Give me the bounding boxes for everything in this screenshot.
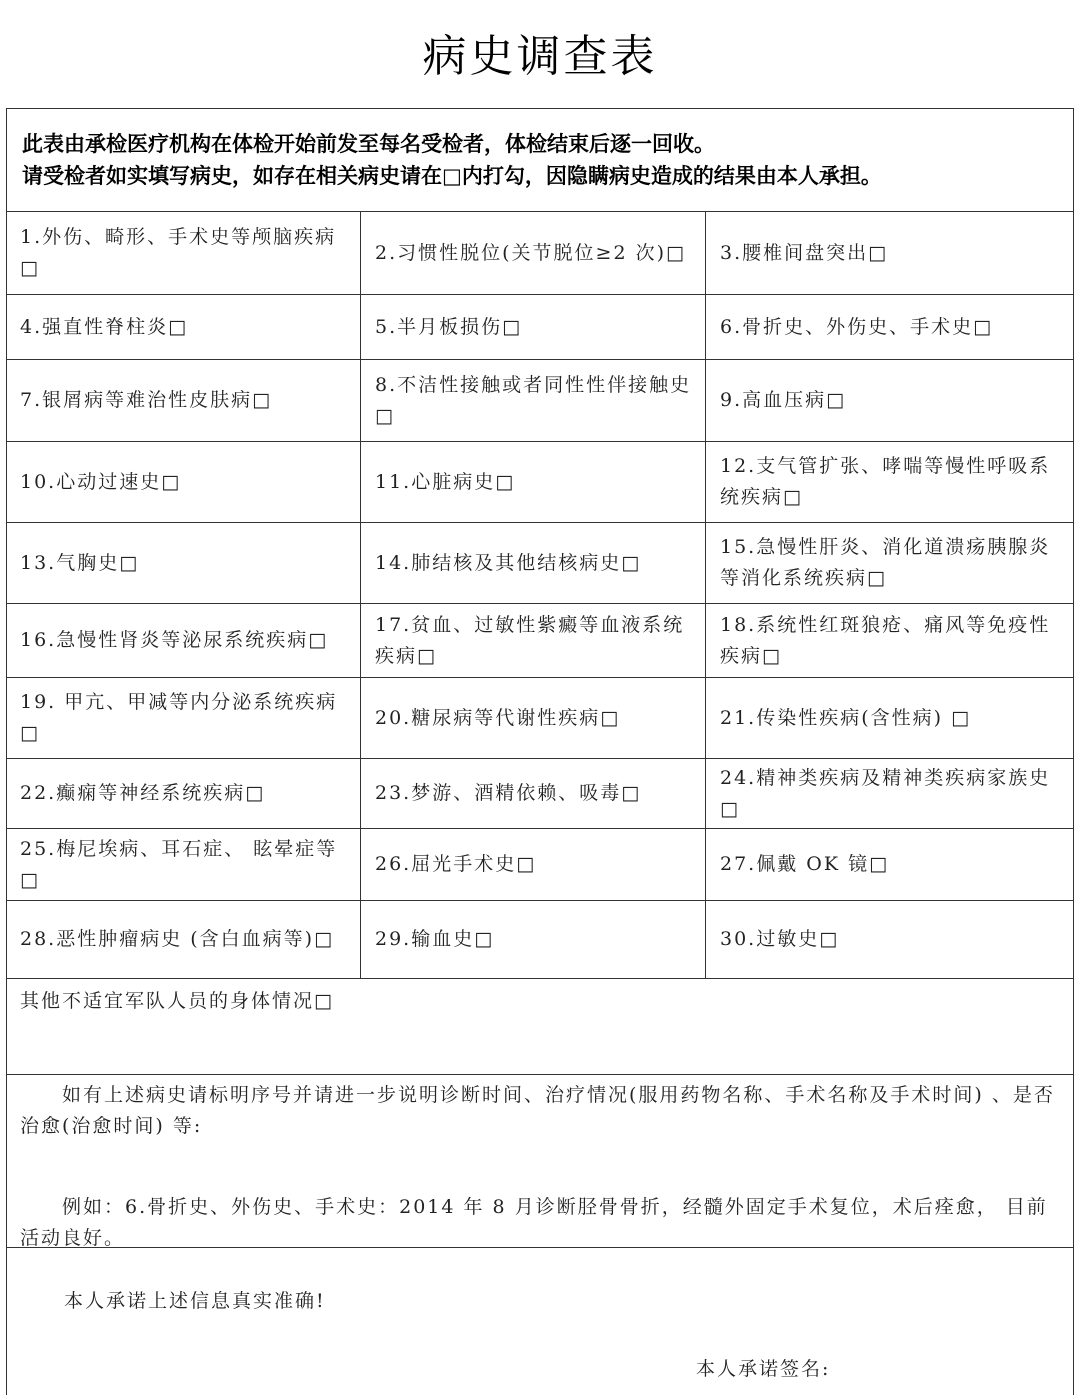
history-item-1[interactable]: 1.外伤、畸形、手术史等颅脑疾病□ — [6, 212, 361, 295]
history-item-8[interactable]: 8.不洁性接触或者同性性伴接触史□ — [361, 360, 706, 442]
history-item-30[interactable]: 30.过敏史□ — [706, 901, 1074, 979]
history-item-28[interactable]: 28.恶性肿瘤病史 (含白血病等)□ — [6, 901, 361, 979]
notice-box — [6, 108, 1074, 212]
history-item-9[interactable]: 9.高血压病□ — [706, 360, 1074, 442]
history-item-17[interactable]: 17.贫血、过敏性紫癜等血液系统疾病□ — [361, 604, 706, 678]
details-field[interactable] — [6, 1075, 1074, 1248]
history-item-18[interactable]: 18.系统性红斑狼疮、痛风等免疫性疾病□ — [706, 604, 1074, 678]
page-title: 病史调查表 — [422, 31, 658, 82]
history-item-14[interactable]: 14.肺结核及其他结核病史□ — [361, 523, 706, 604]
history-item-3[interactable]: 3.腰椎间盘突出□ — [706, 212, 1074, 295]
history-item-2[interactable]: 2.习惯性脱位(关节脱位≥2 次)□ — [361, 212, 706, 295]
history-item-12[interactable]: 12.支气管扩张、哮喘等慢性呼吸系统疾病□ — [706, 442, 1074, 523]
history-item-16[interactable]: 16.急慢性肾炎等泌尿系统疾病□ — [6, 604, 361, 678]
pledge-section — [6, 1248, 1074, 1395]
history-item-13[interactable]: 13.气胸史□ — [6, 523, 361, 604]
pledge-statement: 本人承诺上述信息真实准确! — [64, 1290, 326, 1312]
history-item-24[interactable]: 24.精神类疾病及精神类疾病家族史□ — [706, 759, 1074, 829]
example-text: 例如：6.骨折史、外伤史、手术史：2014 年 8 月诊断胫骨骨折，经髓外固定手术复位，术后痊愈， 目前活动良好。 — [20, 1196, 1048, 1249]
history-item-27[interactable]: 27.佩戴 OK 镜□ — [706, 829, 1074, 901]
history-item-11[interactable]: 11.心脏病史□ — [361, 442, 706, 523]
history-item-19[interactable]: 19. 甲亢、甲减等内分泌系统疾病□ — [6, 678, 361, 759]
history-item-10[interactable]: 10.心动过速史□ — [6, 442, 361, 523]
other-conditions-label: 其他不适宜军队人员的身体情况□ — [20, 990, 334, 1012]
history-item-7[interactable]: 7.银屑病等难治性皮肤病□ — [6, 360, 361, 442]
history-item-5[interactable]: 5.半月板损伤□ — [361, 295, 706, 360]
history-item-23[interactable]: 23.梦游、酒精依赖、吸毒□ — [361, 759, 706, 829]
other-conditions-field[interactable] — [6, 978, 1074, 1075]
history-checklist — [6, 212, 1074, 979]
history-item-4[interactable]: 4.强直性脊柱炎□ — [6, 295, 361, 360]
history-item-6[interactable]: 6.骨折史、外伤史、手术史□ — [706, 295, 1074, 360]
history-item-20[interactable]: 20.糖尿病等代谢性疾病□ — [361, 678, 706, 759]
notice-line-2: 请受检者如实填写病史，如存在相关病史请在□内打勾，因隐瞒病史造成的结果由本人承担。 — [22, 164, 882, 188]
history-item-15[interactable]: 15.急慢性肝炎、消化道溃疡胰腺炎等消化系统疾病□ — [706, 523, 1074, 604]
notice-line-1: 此表由承检医疗机构在体检开始前发至每名受检者，体检结束后逐一回收。 — [22, 132, 715, 156]
history-item-22[interactable]: 22.癫痫等神经系统疾病□ — [6, 759, 361, 829]
history-item-21[interactable]: 21.传染性疾病(含性病) □ — [706, 678, 1074, 759]
history-item-25[interactable]: 25.梅尼埃病、耳石症、 眩晕症等□ — [6, 829, 361, 901]
instructions-text: 如有上述病史请标明序号并请进一步说明诊断时间、治疗情况(服用药物名称、手术名称及手术时间) 、是否治愈(治愈时间) 等: — [20, 1084, 1055, 1137]
history-item-29[interactable]: 29.输血史□ — [361, 901, 706, 979]
history-item-26[interactable]: 26.屈光手术史□ — [361, 829, 706, 901]
signature-field[interactable]: 本人承诺签名: — [696, 1358, 831, 1380]
